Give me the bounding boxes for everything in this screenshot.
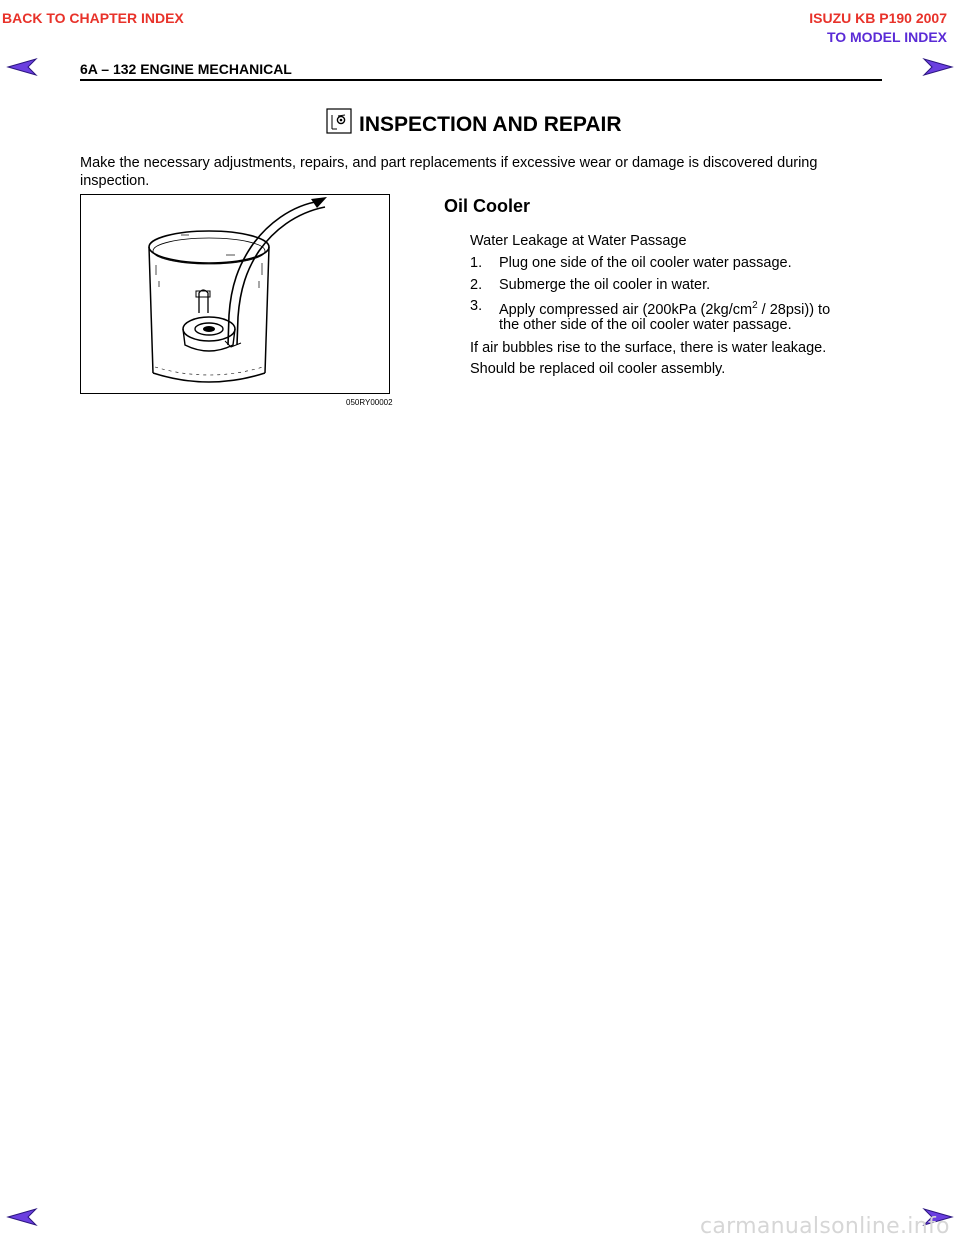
step-text: Plug one side of the oil cooler water passage. xyxy=(499,255,792,271)
previous-page-arrow-icon[interactable] xyxy=(6,58,38,76)
step-number: 2. xyxy=(470,277,483,293)
previous-page-arrow-bottom-icon[interactable] xyxy=(6,1208,38,1226)
step-text-continued: the other side of the oil cooler water passage. xyxy=(499,317,792,333)
next-page-arrow-icon[interactable] xyxy=(922,58,954,76)
figure-code: 050RY00002 xyxy=(346,398,393,407)
step-text: Submerge the oil cooler in water. xyxy=(499,277,711,293)
leakage-note: If air bubbles rise to the surface, there is water leakage. xyxy=(470,340,827,356)
superscript: 2 xyxy=(752,300,758,311)
back-to-chapter-index-link[interactable]: BACK TO CHAPTER INDEX xyxy=(2,10,184,26)
replacement-note: Should be replaced oil cooler assembly. xyxy=(470,361,726,377)
step-2 xyxy=(470,276,890,294)
page-header-title: 6A – 132 ENGINE MECHANICAL xyxy=(80,61,292,77)
intro-text-line-1: Make the necessary adjustments, repairs, and part replacements if excessive wear or damage is discovered during xyxy=(80,155,818,171)
step-3 xyxy=(470,297,890,333)
step-text-part: Apply compressed air (200kPa (2kg/cm xyxy=(499,301,753,318)
step-number: 3. xyxy=(470,298,483,314)
step-text-part: / 28psi)) to xyxy=(757,301,831,318)
header-rule xyxy=(80,79,882,81)
intro-text-line-2: inspection. xyxy=(80,173,150,189)
step-1 xyxy=(470,254,890,272)
water-leakage-subheading: Water Leakage at Water Passage xyxy=(470,233,687,249)
model-title-link[interactable]: ISUZU KB P190 2007 xyxy=(809,10,947,26)
inspection-magnifier-icon xyxy=(326,108,352,134)
oil-cooler-submerged-illustration xyxy=(81,195,389,393)
footer-watermark: carmanualsonline.info xyxy=(700,1214,950,1239)
oil-cooler-leak-test-figure xyxy=(80,194,390,394)
oil-cooler-heading: Oil Cooler xyxy=(444,196,531,216)
section-title: INSPECTION AND REPAIR xyxy=(359,113,622,136)
to-model-index-link[interactable]: TO MODEL INDEX xyxy=(826,29,947,45)
step-number: 1. xyxy=(470,255,483,271)
